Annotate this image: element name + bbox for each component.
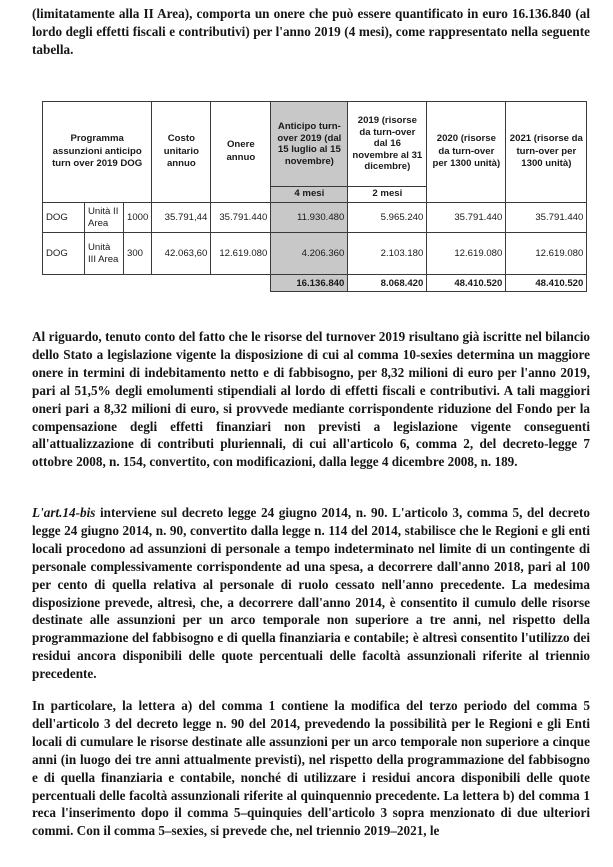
header-costo-unitario: Costo unitario annuo (152, 102, 211, 203)
total-2020: 48.410.520 (427, 275, 506, 292)
header-2020: 2020 (risorse da turn-over per 1300 unità) (427, 102, 506, 203)
cell-dept: DOG (43, 233, 85, 275)
header-onere-annuo: Onere annuo (211, 102, 271, 203)
cell-2020: 35.791.440 (427, 203, 506, 233)
cell-units: 1000 (124, 203, 152, 233)
cell-costo: 42.063,60 (152, 233, 211, 275)
cell-anticipo: 4.206.360 (271, 233, 348, 275)
cell-2019: 5.965.240 (348, 203, 427, 233)
cell-2021: 35.791.440 (506, 203, 587, 233)
cell-onere: 12.619.080 (211, 233, 271, 275)
total-2021: 48.410.520 (506, 275, 587, 292)
paragraph-al-riguardo: Al riguardo, tenuto conto del fatto che le risorse del turnover 2019 risultano già iscritte nel bilancio dello Stato a legislazione vigente la disposizione di cui al comma 10-sexies determina un maggiore onere in termini di indebitamento netto e di fabbisogno, per 8,32 milioni di euro per l'anno 2019, pari al 51,5% degli emolumenti stipendiali al lordo di effetti fiscali e contributivi. A tali maggiori oneri pari a 8,32 milioni di euro, si provvede mediante corrispondente riduzione del Fondo per la compensazione degli effetti finanziari non previsti a legislazione vigente conseguenti all'attualizzazione di contributi pluriennali, di cui all'articolo 6, comma 2, del decreto-legge 7 ottobre 2008, n. 154, convertito, con modificazioni, dalla legge 4 dicembre 2008, n. 189. (32, 329, 590, 470)
cell-2019: 2.103.180 (348, 233, 427, 275)
subheader-4-mesi: 4 mesi (271, 187, 348, 203)
cell-2020: 12.619.080 (427, 233, 506, 275)
header-2019: 2019 (risorse da turn-over dal 16 novembre al 31 dicembre) (348, 102, 427, 187)
cell-dept: DOG (43, 203, 85, 233)
cell-onere: 35.791.440 (211, 203, 271, 233)
header-programma: Programma assunzioni anticipo turn over 2019 DOG (43, 102, 152, 203)
cell-units: 300 (124, 233, 152, 275)
total-2019: 8.068.420 (348, 275, 427, 292)
cell-area: Unità II Area (85, 203, 124, 233)
cell-area: Unità III Area (85, 233, 124, 275)
intro-paragraph: (limitatamente alla II Area), comporta un onere che può essere quantificato in euro 16.136.840 (al lordo degli effetti fiscali e contributivi) per l'anno 2019 (4 mesi), come rappresentato nella seguente tabella. (32, 6, 590, 57)
hiring-cost-table (42, 101, 587, 292)
subheader-2-mesi: 2 mesi (348, 187, 427, 203)
header-anticipo: Anticipo turn-over 2019 (dal 15 luglio al 15 novembre) (271, 102, 348, 187)
header-2021: 2021 (risorse da turn-over per 1300 unità) (506, 102, 587, 203)
table-row (43, 203, 587, 233)
total-anticipo: 16.136.840 (271, 275, 348, 292)
paragraph-in-particolare: In particolare, la lettera a) del comma 1 contiene la modifica del terzo periodo del comma 5 dell'articolo 3 del decreto legge n. 90 del 2014, prevedendo la possibilità per le Regioni e gli Enti locali di cumulare le risorse destinate alle assunzioni per un arco temporale non superiore a cinque anni (in luogo dei tre anni attualmente previsti), nel rispetto della programmazione del fabbisogno e di quella finanziaria e contabile, nonché di utilizzare i residui ancora disponibili delle quote percentuali delle facoltà assunzionali riferite al quinquennio precedente. La lettera b) del comma 1 reca l'inserimento dopo il comma 5–quinquies dell'articolo 3 sopra menzionato di due ulteriori commi. Con il comma 5–sexies, si prevede che, nel triennio 2019–2021, le (32, 698, 590, 839)
cell-costo: 35.791,44 (152, 203, 211, 233)
cell-anticipo: 11.930.480 (271, 203, 348, 233)
paragraph-art-14-bis (32, 504, 590, 683)
article-reference: L'art.14-bis (32, 505, 96, 520)
paragraph-body: interviene sul decreto legge 24 giugno 2014, n. 90. L'articolo 3, comma 5, del decreto legge 24 giugno 2014, n. 90, convertito dalla legge n. 114 del 2014, stabilisce che le Regioni e gli enti locali procedono ad assunzioni di personale a tempo indeterminato nel limite di un contingente di personale complessivamente corrispondente ad una spesa, a decorrere dall'anno 2018, pari al 100 per cento di quella relativa al personale di ruolo cessato nell'anno precedente. La medesima disposizione prevede, altresì, che, a decorrere dall'anno 2014, è consentito il cumulo delle risorse destinate alle assunzioni per un arco temporale non superiore a tre anni, nel rispetto della programmazione del fabbisogno e di quella finanziaria e contabile; è altresì consentito l'utilizzo dei residui ancora disponibili delle quote percentuali delle facoltà assunzionali riferite al triennio precedente. (32, 505, 590, 682)
cell-2021: 12.619.080 (506, 233, 587, 275)
table-row (43, 233, 587, 275)
totals-row (43, 275, 587, 292)
